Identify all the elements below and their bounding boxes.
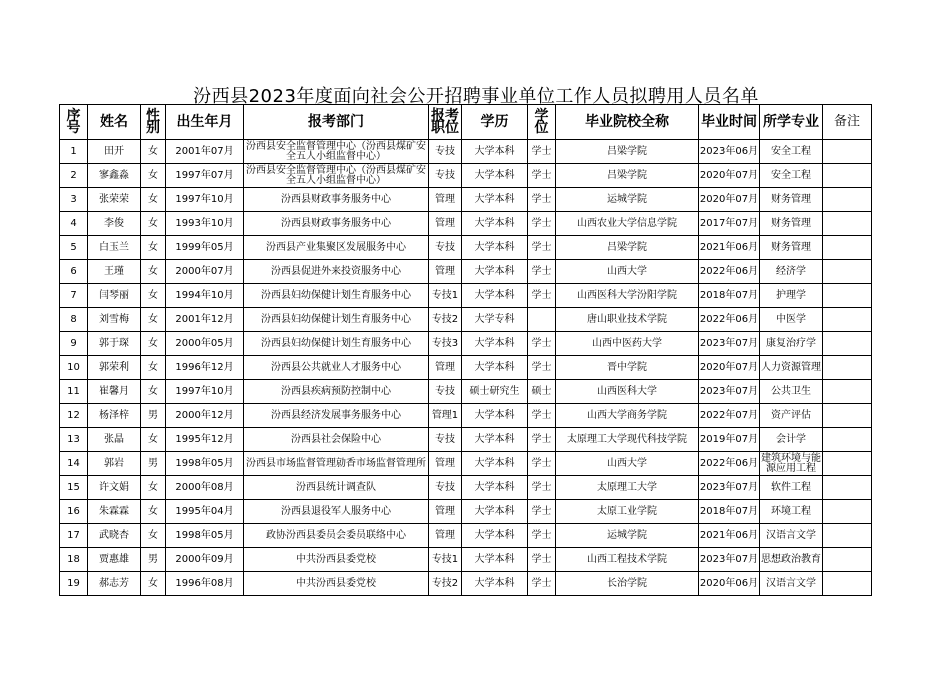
cell-gender: 女: [141, 212, 166, 236]
cell-index: 18: [60, 548, 88, 572]
cell-gender: 男: [141, 404, 166, 428]
cell-education: 大学本科: [462, 572, 528, 596]
cell-degree: 学士: [528, 236, 556, 260]
cell-position: 管理: [429, 524, 462, 548]
table-row: [60, 572, 872, 596]
cell-position: 管理: [429, 356, 462, 380]
cell-index: 16: [60, 500, 88, 524]
cell-education: 大学本科: [462, 140, 528, 164]
cell-graduation: 2019年07月: [699, 428, 760, 452]
cell-graduation: 2023年07月: [699, 380, 760, 404]
cell-gender: 女: [141, 332, 166, 356]
cell-degree: 学士: [528, 572, 556, 596]
cell-position: 专技: [429, 140, 462, 164]
cell-birth: 2001年07月: [166, 140, 244, 164]
cell-birth: 2000年09月: [166, 548, 244, 572]
cell-department: 汾西县促进外来投资服务中心: [244, 260, 429, 284]
header-graduation: 毕业时间: [699, 105, 760, 140]
cell-school: 山西大学: [556, 452, 699, 476]
cell-gender: 女: [141, 428, 166, 452]
cell-remarks: [823, 236, 872, 260]
cell-index: 8: [60, 308, 88, 332]
cell-position: 专技: [429, 428, 462, 452]
cell-gender: 女: [141, 260, 166, 284]
cell-department: 汾西县妇幼保健计划生育服务中心: [244, 332, 429, 356]
table-row: [60, 356, 872, 380]
cell-education: 大学本科: [462, 428, 528, 452]
cell-remarks: [823, 404, 872, 428]
cell-birth: 2000年08月: [166, 476, 244, 500]
cell-name: 郭岩: [88, 452, 141, 476]
cell-position: 专技: [429, 236, 462, 260]
cell-school: 山西农业大学信息学院: [556, 212, 699, 236]
cell-remarks: [823, 452, 872, 476]
table-row: [60, 188, 872, 212]
cell-birth: 2000年07月: [166, 260, 244, 284]
table-body: [60, 140, 872, 596]
cell-name: 寥鑫淼: [88, 164, 141, 188]
table-row: [60, 236, 872, 260]
cell-index: 9: [60, 332, 88, 356]
cell-graduation: 2023年07月: [699, 548, 760, 572]
cell-degree: 学士: [528, 428, 556, 452]
table-row: [60, 476, 872, 500]
cell-position: 专技: [429, 380, 462, 404]
table-row: [60, 164, 872, 188]
cell-gender: 女: [141, 236, 166, 260]
table-header-row: [60, 105, 872, 140]
cell-graduation: 2023年07月: [699, 332, 760, 356]
cell-degree: 学士: [528, 140, 556, 164]
cell-education: 大学本科: [462, 548, 528, 572]
cell-birth: 1995年12月: [166, 428, 244, 452]
cell-graduation: 2021年06月: [699, 524, 760, 548]
page-title: 汾西县2023年度面向社会公开招聘事业单位工作人员拟聘用人员名单: [193, 86, 759, 107]
cell-education: 大学本科: [462, 164, 528, 188]
cell-position: 专技: [429, 164, 462, 188]
cell-remarks: [823, 380, 872, 404]
cell-birth: 1998年05月: [166, 524, 244, 548]
cell-name: 王瑾: [88, 260, 141, 284]
cell-birth: 1996年12月: [166, 356, 244, 380]
cell-position: 专技3: [429, 332, 462, 356]
cell-remarks: [823, 332, 872, 356]
cell-degree: 学士: [528, 212, 556, 236]
cell-gender: 女: [141, 164, 166, 188]
cell-graduation: 2021年06月: [699, 236, 760, 260]
cell-major: 人力资源管理: [760, 356, 823, 380]
table-row: [60, 284, 872, 308]
cell-department: 汾西县产业集聚区发展服务中心: [244, 236, 429, 260]
cell-department: 汾西县公共就业人才服务中心: [244, 356, 429, 380]
header-remarks: 备注: [823, 105, 872, 140]
cell-birth: 1997年10月: [166, 380, 244, 404]
header-major: 所学专业: [760, 105, 823, 140]
cell-position: 管理: [429, 260, 462, 284]
cell-school: 山西医科大学: [556, 380, 699, 404]
cell-degree: [528, 308, 556, 332]
cell-remarks: [823, 212, 872, 236]
cell-gender: 女: [141, 284, 166, 308]
table-row: [60, 452, 872, 476]
cell-remarks: [823, 188, 872, 212]
header-name: 姓名: [88, 105, 141, 140]
cell-department: 汾西县经济发展事务服务中心: [244, 404, 429, 428]
cell-position: 管理: [429, 188, 462, 212]
cell-degree: 学士: [528, 404, 556, 428]
cell-index: 15: [60, 476, 88, 500]
cell-remarks: [823, 356, 872, 380]
cell-school: 晋中学院: [556, 356, 699, 380]
cell-education: 大学本科: [462, 284, 528, 308]
cell-graduation: 2023年06月: [699, 140, 760, 164]
cell-department: 汾西县财政事务服务中心: [244, 212, 429, 236]
cell-school: 山西大学: [556, 260, 699, 284]
cell-position: 专技2: [429, 308, 462, 332]
header-gender: 性别: [141, 105, 166, 140]
table-row: [60, 140, 872, 164]
cell-graduation: 2020年07月: [699, 356, 760, 380]
cell-major: 护理学: [760, 284, 823, 308]
cell-name: 杨泽梓: [88, 404, 141, 428]
cell-remarks: [823, 524, 872, 548]
cell-index: 7: [60, 284, 88, 308]
cell-birth: 2000年12月: [166, 404, 244, 428]
cell-education: 大学本科: [462, 524, 528, 548]
cell-gender: 女: [141, 500, 166, 524]
cell-major: 经济学: [760, 260, 823, 284]
cell-birth: 2000年05月: [166, 332, 244, 356]
cell-index: 14: [60, 452, 88, 476]
cell-department: 汾西县妇幼保健计划生育服务中心: [244, 284, 429, 308]
cell-remarks: [823, 308, 872, 332]
cell-name: 闫琴丽: [88, 284, 141, 308]
cell-remarks: [823, 500, 872, 524]
hiring-roster-table: [59, 104, 872, 596]
cell-degree: 学士: [528, 260, 556, 284]
cell-education: 大学本科: [462, 260, 528, 284]
cell-index: 11: [60, 380, 88, 404]
cell-index: 19: [60, 572, 88, 596]
cell-school: 吕梁学院: [556, 140, 699, 164]
cell-education: 大学本科: [462, 404, 528, 428]
cell-major: 财务管理: [760, 236, 823, 260]
cell-degree: 学士: [528, 164, 556, 188]
cell-gender: 女: [141, 572, 166, 596]
cell-graduation: 2022年06月: [699, 308, 760, 332]
cell-education: 大学本科: [462, 476, 528, 500]
cell-name: 白玉兰: [88, 236, 141, 260]
cell-gender: 男: [141, 452, 166, 476]
cell-graduation: 2020年07月: [699, 188, 760, 212]
cell-degree: 学士: [528, 284, 556, 308]
cell-major: 汉语言文学: [760, 572, 823, 596]
cell-gender: 女: [141, 140, 166, 164]
cell-department: 中共汾西县委党校: [244, 572, 429, 596]
table-row: [60, 524, 872, 548]
cell-birth: 1999年05月: [166, 236, 244, 260]
table-row: [60, 332, 872, 356]
cell-name: 郭荣利: [88, 356, 141, 380]
cell-school: 唐山职业技术学院: [556, 308, 699, 332]
cell-remarks: [823, 140, 872, 164]
cell-major: 公共卫生: [760, 380, 823, 404]
cell-major: 环境工程: [760, 500, 823, 524]
cell-name: 田开: [88, 140, 141, 164]
cell-degree: 学士: [528, 332, 556, 356]
cell-birth: 1996年08月: [166, 572, 244, 596]
cell-major: 建筑环境与能源应用工程: [761, 452, 821, 474]
cell-degree: 学士: [528, 524, 556, 548]
cell-remarks: [823, 572, 872, 596]
cell-degree: 学士: [528, 452, 556, 476]
cell-education: 大学本科: [462, 452, 528, 476]
cell-education: 大学本科: [462, 212, 528, 236]
cell-school: 运城学院: [556, 524, 699, 548]
cell-index: 5: [60, 236, 88, 260]
cell-graduation: 2022年06月: [699, 452, 760, 476]
cell-department: 汾西县退役军人服务中心: [244, 500, 429, 524]
table-row: [60, 428, 872, 452]
cell-position: 专技1: [429, 284, 462, 308]
cell-name: 崔馨月: [88, 380, 141, 404]
table-row: [60, 500, 872, 524]
cell-name: 张荣荣: [88, 188, 141, 212]
cell-school: 山西医科大学汾阳学院: [556, 284, 699, 308]
cell-major: 思想政治教育: [760, 548, 823, 572]
cell-education: 大学专科: [462, 308, 528, 332]
cell-education: 大学本科: [462, 236, 528, 260]
cell-name: 郝志芳: [88, 572, 141, 596]
table-row: [60, 212, 872, 236]
cell-major: 资产评估: [760, 404, 823, 428]
cell-graduation: 2020年06月: [699, 572, 760, 596]
cell-department: 中共汾西县委党校: [244, 548, 429, 572]
cell-education: 大学本科: [462, 500, 528, 524]
cell-graduation: 2020年07月: [699, 164, 760, 188]
cell-graduation: 2022年06月: [699, 260, 760, 284]
cell-department: 汾西县疾病预防控制中心: [244, 380, 429, 404]
cell-school: 山西工程技术学院: [556, 548, 699, 572]
table-row: [60, 548, 872, 572]
cell-school: 山西大学商务学院: [556, 404, 699, 428]
cell-index: 6: [60, 260, 88, 284]
table-row: [60, 308, 872, 332]
cell-department: 汾西县社会保险中心: [244, 428, 429, 452]
cell-school: 太原理工大学: [556, 476, 699, 500]
header-position: 报考职位: [429, 105, 462, 140]
header-department: 报考部门: [244, 105, 429, 140]
cell-gender: 女: [141, 380, 166, 404]
cell-birth: 1997年07月: [166, 164, 244, 188]
cell-position: 管理: [429, 212, 462, 236]
cell-degree: 学士: [528, 476, 556, 500]
cell-name: 张晶: [88, 428, 141, 452]
cell-department: 汾西县财政事务服务中心: [244, 188, 429, 212]
cell-birth: 1993年10月: [166, 212, 244, 236]
cell-birth: 1998年05月: [166, 452, 244, 476]
cell-name: 朱霖霖: [88, 500, 141, 524]
cell-remarks: [823, 164, 872, 188]
cell-major: 康复治疗学: [760, 332, 823, 356]
cell-birth: 1997年10月: [166, 188, 244, 212]
cell-birth: 1995年04月: [166, 500, 244, 524]
cell-index: 1: [60, 140, 88, 164]
cell-gender: 女: [141, 356, 166, 380]
cell-position: 管理1: [429, 404, 462, 428]
cell-name: 武晓杏: [88, 524, 141, 548]
cell-graduation: 2018年07月: [699, 500, 760, 524]
cell-index: 13: [60, 428, 88, 452]
cell-name: 许文娟: [88, 476, 141, 500]
cell-position: 管理: [429, 500, 462, 524]
cell-name: 贾惠雄: [88, 548, 141, 572]
cell-name: 刘雪梅: [88, 308, 141, 332]
cell-position: 专技1: [429, 548, 462, 572]
cell-position: 专技: [429, 476, 462, 500]
cell-department: 汾西县市场监督管理勍香市场监督管理所: [244, 452, 429, 476]
cell-gender: 男: [141, 548, 166, 572]
cell-remarks: [823, 548, 872, 572]
cell-birth: 2001年12月: [166, 308, 244, 332]
cell-department: 汾西县统计调查队: [244, 476, 429, 500]
cell-index: 17: [60, 524, 88, 548]
cell-position: 管理: [429, 452, 462, 476]
header-school: 毕业院校全称: [556, 105, 699, 140]
header-index: 序号: [60, 105, 88, 140]
cell-remarks: [823, 476, 872, 500]
cell-index: 12: [60, 404, 88, 428]
cell-birth: 1994年10月: [166, 284, 244, 308]
header-education: 学历: [462, 105, 528, 140]
cell-degree: 学士: [528, 188, 556, 212]
cell-index: 2: [60, 164, 88, 188]
cell-position: 专技2: [429, 572, 462, 596]
table-row: [60, 260, 872, 284]
cell-graduation: 2018年07月: [699, 284, 760, 308]
cell-education: 大学本科: [462, 188, 528, 212]
cell-department: 汾西县安全监督管理中心（汾西县煤矿安全五人小组监督中心）: [244, 164, 429, 188]
cell-degree: 学士: [528, 500, 556, 524]
cell-education: 大学本科: [462, 332, 528, 356]
cell-graduation: 2022年07月: [699, 404, 760, 428]
cell-degree: 学士: [528, 356, 556, 380]
cell-major: 安全工程: [760, 140, 823, 164]
cell-major: 会计学: [760, 428, 823, 452]
cell-education: 大学本科: [462, 356, 528, 380]
cell-gender: 女: [141, 308, 166, 332]
cell-graduation: 2017年07月: [699, 212, 760, 236]
table-row: [60, 380, 872, 404]
cell-school: 太原理工大学现代科技学院: [556, 428, 699, 452]
cell-gender: 女: [141, 188, 166, 212]
cell-degree: 学士: [528, 548, 556, 572]
header-degree: 学位: [528, 105, 556, 140]
cell-school: 太原工业学院: [556, 500, 699, 524]
cell-gender: 女: [141, 476, 166, 500]
cell-department: 汾西县妇幼保健计划生育服务中心: [244, 308, 429, 332]
cell-name: 李俊: [88, 212, 141, 236]
cell-major: 汉语言文学: [760, 524, 823, 548]
cell-major: 财务管理: [760, 188, 823, 212]
table-row: [60, 404, 872, 428]
cell-school: 山西中医药大学: [556, 332, 699, 356]
cell-remarks: [823, 428, 872, 452]
cell-major: 中医学: [760, 308, 823, 332]
cell-education: 硕士研究生: [462, 380, 528, 404]
cell-graduation: 2023年07月: [699, 476, 760, 500]
cell-remarks: [823, 260, 872, 284]
cell-school: 运城学院: [556, 188, 699, 212]
cell-index: 4: [60, 212, 88, 236]
cell-index: 10: [60, 356, 88, 380]
cell-index: 3: [60, 188, 88, 212]
cell-major: 财务管理: [760, 212, 823, 236]
cell-school: 长治学院: [556, 572, 699, 596]
cell-gender: 女: [141, 524, 166, 548]
header-birth: 出生年月: [166, 105, 244, 140]
cell-remarks: [823, 284, 872, 308]
cell-school: 吕梁学院: [556, 236, 699, 260]
cell-school: 吕梁学院: [556, 164, 699, 188]
cell-department: 汾西县安全监督管理中心（汾西县煤矿安全五人小组监督中心）: [244, 140, 429, 164]
cell-department: 政协汾西县委员会委员联络中心: [244, 524, 429, 548]
cell-major: 安全工程: [760, 164, 823, 188]
cell-major: 软件工程: [760, 476, 823, 500]
cell-degree: 硕士: [528, 380, 556, 404]
cell-name: 郭于琛: [88, 332, 141, 356]
